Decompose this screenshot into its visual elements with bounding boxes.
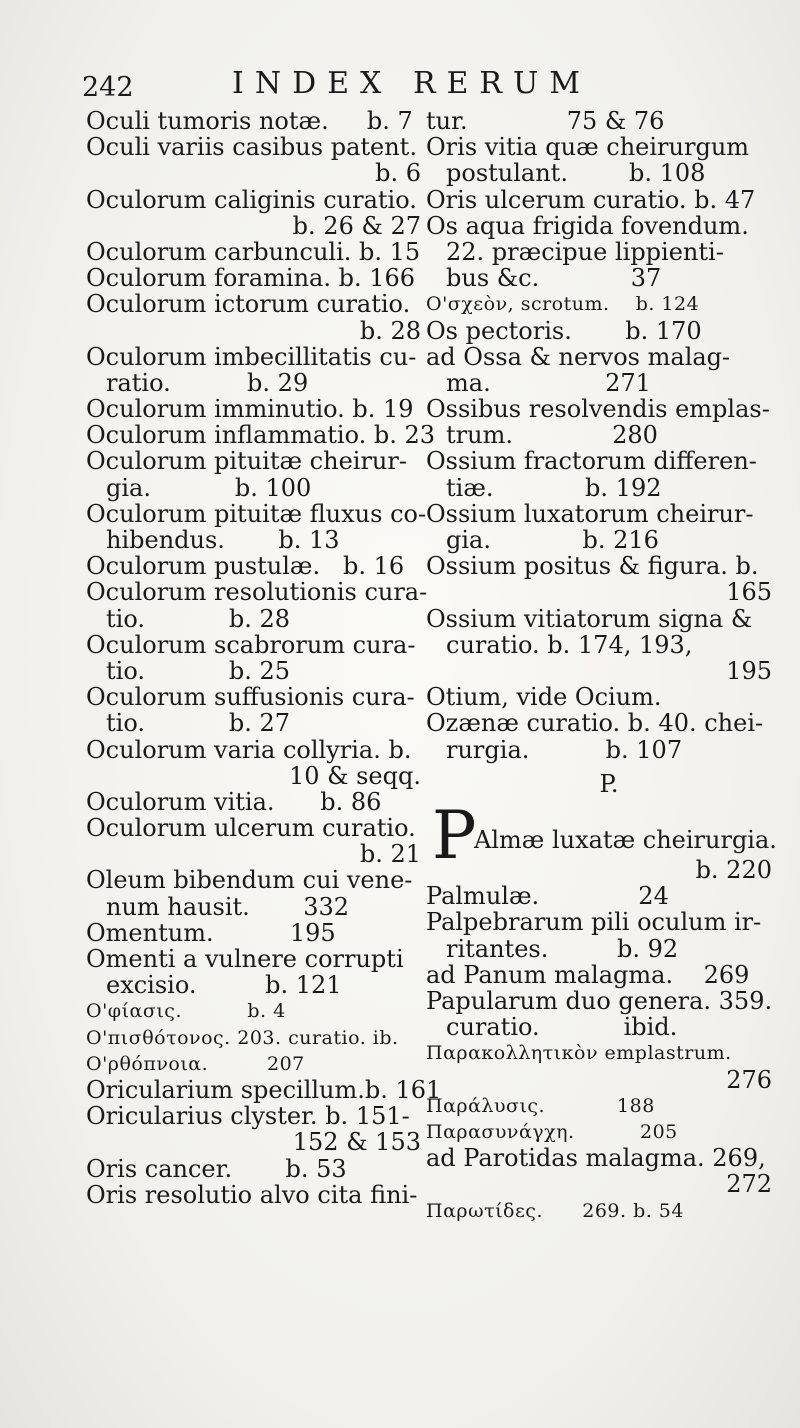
- index-line: b. 26 & 27: [292, 211, 421, 240]
- index-line: O'σχεὸν, scrotum. b. 124: [426, 293, 700, 316]
- page-header: [82, 66, 782, 106]
- index-line: Oculorum pituitæ fluxus co-: [86, 499, 427, 528]
- index-line: Παράλυσις. 188: [426, 1094, 655, 1117]
- index-line: Oculorum ictorum curatio.: [86, 290, 411, 319]
- dropcap-entry-text: Almæ luxatæ cheirurgia.: [474, 825, 777, 854]
- left-index-column: [86, 107, 442, 1209]
- index-line: 22. præcipue lippienti-: [446, 237, 724, 266]
- index-line: ad Parotidas malagma. 269,: [426, 1144, 766, 1173]
- index-line: 10 & seqq.: [288, 761, 421, 790]
- index-line: ma. 271: [446, 368, 651, 397]
- index-line: tio. b. 28: [106, 604, 291, 633]
- index-line: Παρακολλητικὸν emplastrum.: [426, 1042, 732, 1065]
- index-line: Oculi tumoris notæ. b. 7: [86, 107, 413, 135]
- index-line: curatio. ibid.: [446, 1013, 678, 1042]
- index-line: Oculorum foramina. b. 166: [86, 264, 416, 293]
- index-line: b. 6: [375, 159, 421, 188]
- index-line: Omentum. 195: [86, 918, 336, 947]
- index-line: tio. b. 25: [106, 656, 291, 685]
- index-line: Oculorum caliginis curatio.: [86, 185, 417, 214]
- index-line: 272: [726, 1170, 772, 1199]
- index-line: Oculorum suffusionis cura-: [86, 683, 415, 712]
- index-line: gia. b. 100: [106, 473, 312, 502]
- index-line: b. 21: [359, 840, 421, 869]
- index-line: Oris cancer. b. 53: [86, 1154, 347, 1183]
- dropcap-letter: P: [432, 796, 477, 874]
- index-line: Oculorum pustulæ. b. 16: [86, 552, 405, 581]
- index-line: Ossium vitiatorum signa &: [426, 604, 753, 633]
- index-line: Oricularius clyster. b. 151-: [86, 1102, 410, 1131]
- index-line: Oris resolutio alvo cita fini-: [86, 1180, 418, 1209]
- index-line: Oculorum vitia. b. 86: [86, 787, 382, 816]
- index-line: hibendus. b. 13: [106, 526, 340, 554]
- index-line: Papularum duo genera. 359.: [426, 987, 773, 1016]
- index-line: b. 220: [695, 856, 772, 885]
- index-line: Palmulæ. 24: [426, 882, 669, 911]
- index-line: tiæ. b. 192: [446, 473, 662, 502]
- index-line: Oculorum varia collyria. b.: [86, 735, 412, 764]
- section-letter: P.: [599, 769, 619, 798]
- index-line: O'ρθόπνοια. 207: [86, 1052, 305, 1075]
- index-line: curatio. b. 174, 193,: [446, 630, 693, 659]
- index-line: Os pectoris. b. 170: [426, 316, 702, 345]
- index-line: num hausit. 332: [106, 892, 349, 921]
- index-line: tur. 75 & 76: [426, 107, 665, 135]
- index-line: Παρωτίδες. 269. b. 54: [426, 1199, 684, 1222]
- index-line: Ossium luxatorum cheirur-: [426, 499, 754, 528]
- index-line: Ossium positus & figura. b.: [426, 552, 759, 581]
- index-line: 165: [726, 578, 772, 607]
- index-line: Ossibus resolvendis emplas-: [426, 395, 770, 424]
- index-line: Oculorum pituitæ cheirur-: [86, 447, 407, 476]
- index-line: Oculorum carbunculi. b. 15: [86, 237, 421, 266]
- index-line: Ozænæ curatio. b. 40. chei-: [426, 709, 764, 738]
- index-line: Oculorum scabrorum cura-: [86, 630, 416, 659]
- index-line: excisio. b. 121: [106, 971, 342, 1000]
- index-line: Oculorum inflammatio. b. 23: [86, 421, 436, 450]
- index-line: 276: [726, 1065, 772, 1094]
- right-index-column: [426, 107, 777, 1224]
- index-line: Oleum bibendum cui vene-: [86, 866, 413, 895]
- index-line: Os aqua frigida fovendum.: [426, 211, 749, 240]
- index-line: rurgia. b. 107: [446, 735, 683, 764]
- index-line: ritantes. b. 92: [446, 934, 679, 963]
- index-line: Oricularium specillum.b. 161: [86, 1075, 442, 1104]
- index-line: Oculorum resolutionis cura-: [86, 578, 428, 607]
- index-line: gia. b. 216: [446, 526, 659, 554]
- index-line: Oculorum imminutio. b. 19: [86, 395, 414, 424]
- index-line: Oris ulcerum curatio. b. 47: [426, 185, 756, 214]
- index-line: 152 & 153: [292, 1128, 421, 1157]
- index-line: Παρασυνάγχη. 205: [426, 1120, 678, 1143]
- page-number: 242: [82, 72, 134, 103]
- index-line: postulant. b. 108: [446, 159, 706, 188]
- index-line: Oculorum imbecillitatis cu-: [86, 342, 417, 371]
- index-line: Oculorum ulcerum curatio.: [86, 814, 416, 843]
- index-line: tio. b. 27: [106, 709, 291, 738]
- index-line: trum. 280: [446, 421, 658, 450]
- index-line: ad Ossa & nervos malag-: [426, 342, 731, 371]
- running-title: INDEX RERUM: [232, 66, 592, 101]
- index-line: O'φίασις. b. 4: [86, 1000, 286, 1023]
- index-line: 195: [726, 656, 772, 685]
- index-line: Oris vitia quæ cheirurgum: [426, 133, 750, 162]
- index-line: Ossium fractorum differen-: [426, 447, 757, 476]
- index-line: O'πισθότονος. 203. curatio. ib.: [86, 1026, 399, 1049]
- index-line: Oculi variis casibus patent.: [86, 133, 417, 162]
- index-line: bus &c. 37: [446, 264, 662, 293]
- index-line: Palpebrarum pili oculum ir-: [426, 908, 762, 937]
- index-line: Otium, vide Ocium.: [426, 683, 662, 712]
- index-line: ad Panum malagma. 269: [426, 960, 750, 989]
- index-line: b. 28: [359, 316, 421, 345]
- index-line: Omenti a vulnere corrupti: [86, 945, 404, 973]
- index-line: ratio. b. 29: [106, 368, 309, 397]
